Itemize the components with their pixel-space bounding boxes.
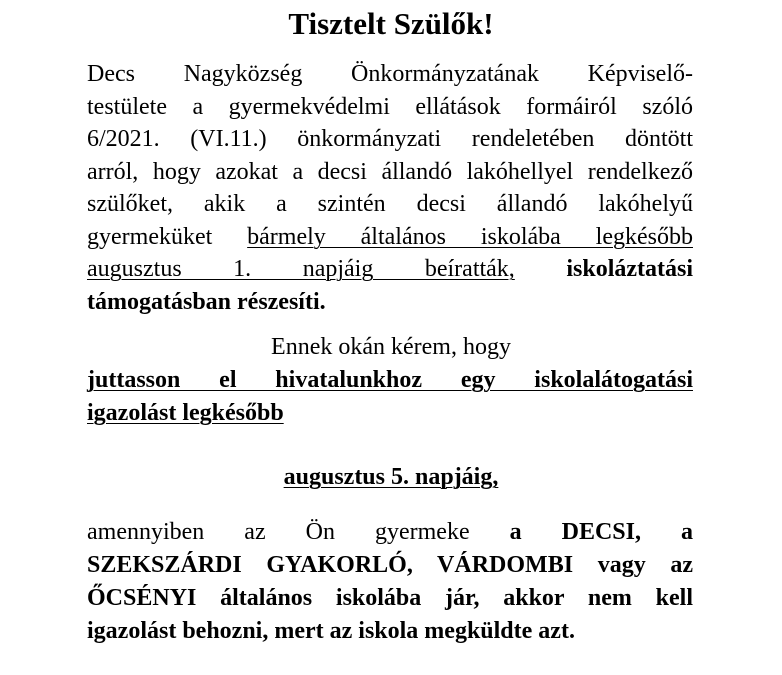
enrollment-condition-part-1: bármely általános iskolába legkésőbb — [247, 223, 693, 250]
exception-line-3: ŐCSÉNYI általános iskolába jár, akkor nem kell — [87, 585, 693, 611]
exception-line-1-bold: a DECSI, a — [509, 519, 693, 545]
enrollment-condition-part-2: augusztus 1. napjáig beíratták, — [87, 256, 515, 282]
exception-line-2: SZEKSZÁRDI GYAKORLÓ, VÁRDOMBI vagy az — [87, 552, 693, 578]
request-line-1: juttasson el hivatalunkhoz egy iskolalátogatási — [87, 367, 693, 393]
support-phrase-part-2: támogatásban részesíti. — [87, 288, 326, 315]
support-phrase-part-1: iskoláztatási — [514, 256, 693, 282]
intro-line-6 — [87, 221, 693, 254]
request-line-2: igazolást legkésőbb — [87, 399, 284, 426]
intro-line-6-text: gyermeküket — [87, 223, 248, 250]
exception-line-4: igazolást behozni, mert az iskola megküldte azt. — [87, 618, 575, 644]
exception-line-1 — [87, 516, 693, 549]
intro-line-7 — [87, 253, 693, 286]
intro-line-4: arról, hogy azokat a decsi állandó lakóhellyel rendelkező — [87, 158, 693, 185]
document-title: Tisztelt Szülők! — [288, 6, 494, 41]
request-paragraph — [87, 364, 693, 429]
intro-line-3: 6/2021. (VI.11.) önkormányzati rendeletében döntött — [87, 126, 693, 152]
exception-line-1-text: amennyiben az Ön gyermeke — [87, 519, 510, 545]
request-intro: Ennek okán kérem, hogy — [271, 334, 511, 360]
exception-paragraph — [87, 516, 693, 648]
intro-line-2: testülete a gyermekvédelmi ellátások formáiról szóló — [87, 93, 693, 120]
intro-paragraph — [87, 58, 693, 318]
deadline-date: augusztus 5. napjáig, — [283, 464, 499, 490]
intro-line-1: Decs Nagyközség Önkormányzatának Képviselő- — [87, 61, 693, 87]
intro-line-5: szülőket, akik a szintén decsi állandó lakóhelyű — [87, 191, 693, 217]
